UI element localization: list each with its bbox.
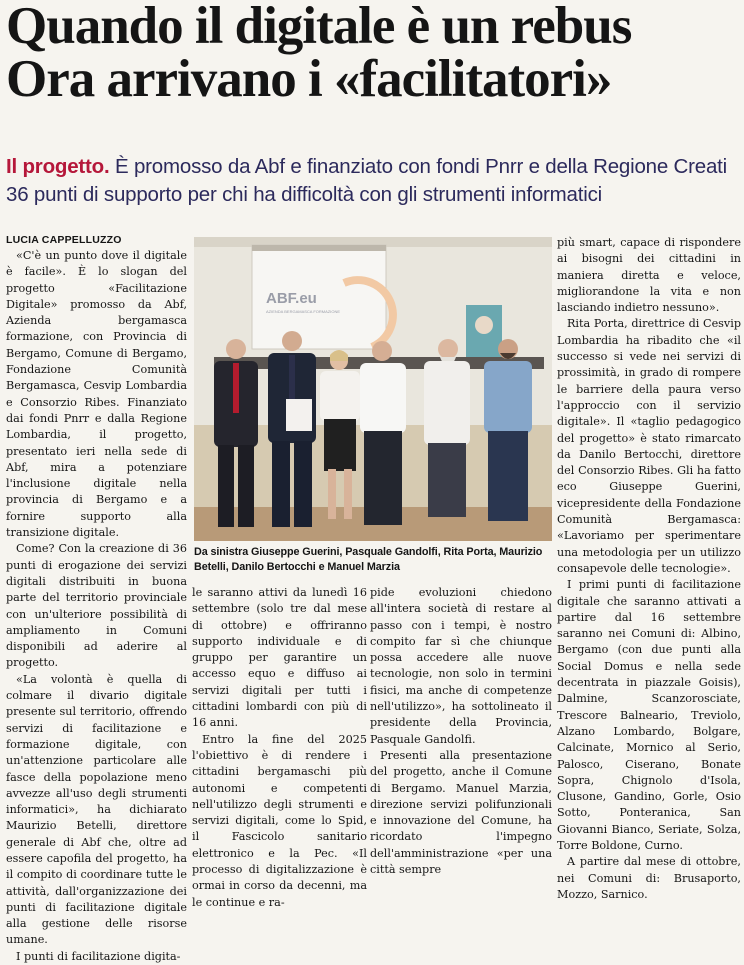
headline-line-1: Quando il digitale è un rebus xyxy=(6,0,632,55)
paragraph: Rita Porta, direttrice di Cesvip Lombardia ha ribadito che «il successo si vede nei servizi di prossimità, in grado di rompere le barriere della paura verso l'approccio con il servizio digitale». Il «taglio pedagogico del progetto» è stato rimarcato da Danilo Bertocchi, direttore del Consorzio Ribes. Gli ha fatto eco Giuseppe Guerini, vicepresidente della Fondazione Comunità Bergamasca: «Lavoriamo per sperimentare una metodologia per un utilizzo consapevole delle tecnologie». xyxy=(557,317,741,575)
person-4 xyxy=(360,341,406,525)
article-column-2 xyxy=(192,585,367,911)
paragraph: «La volontà è quella di colmare il divario digitale presente sul territorio, offrendo servizi di facilitazione e formazione digitale, con un'attenzione particolare alle fasce della popolazione meno avvezze all'uso degli strumenti informatici», ha dichiarato Maurizio Betelli, direttore generale di Abf che, oltre ad essere capofila del progetto, ha il compito di coordinare tutte le attività, dall'organizzazione dei punti di facilitazione digitale alla gestione delle risorse umane. xyxy=(6,672,187,947)
headline xyxy=(6,0,738,106)
subheadline-text: È promosso da Abf e finanziato con fondi Pnrr e della Regione Creati 36 punti di supporto per chi ha difficoltà con gli strumenti informatici xyxy=(6,155,728,206)
headline-line-2: Ora arrivano i «facilitatori» xyxy=(6,50,612,108)
article-photo xyxy=(194,237,552,541)
paragraph: pide evoluzioni chiedono all'intera società di restare al passo con i tempi, è nostro compito far sì che chiunque possa accedere alle nuove tecnologie, non solo in termini fisici, ma anche di competenze nell'utilizzo», ha sottolineato il presidente della Provincia, Pasquale Gandolfi. xyxy=(370,586,552,746)
paragraph: A partire dal mese di ottobre, nei Comuni di: Brusaporto, Mozzo, Sarnico. xyxy=(557,855,741,901)
article-column-1 xyxy=(6,248,187,965)
group-photo-illustration xyxy=(194,237,552,541)
paragraph: «C'è un punto dove il digitale è facile». È lo slogan del progetto «Facilitazione Digitale» promosso da Abf, Azienda bergamasca formazione, con Provincia di Bergamo, Comune di Bergamo, Fondazione Comunità Bergamasca, Cesvip Lombardia e Consorzio Ribes. Finanziato dai fondi Pnrr e dalla Regione Lombardia, il progetto, presentato ieri nella sede di Abf, mira a potenziare l'inclusione digitale nella provincia di Bergamo e a fornire supporto alla transizione digitale. xyxy=(6,249,187,540)
subheadline-kicker: Il progetto. xyxy=(6,155,110,178)
paragraph: Presenti alla presentazione del progetto, anche il Comune di Bergamo. Manuel Marzia, direzione servizi polifunzionali e innovazione del Comune, ha ricordato l'impegno dell'amministrazione «per una città sempre xyxy=(370,748,552,877)
article-column-4 xyxy=(557,235,741,903)
paragraph: Entro la fine del 2025 l'obiettivo è di rendere i cittadini bergamaschi più autonomi e competenti nell'utilizzo degli strumenti e servizi digitali, come lo Spid, il Fascicolo sanitario elettronico e la Pec. «Il processo di digitalizzazione è ormai in corso da decenni, ma le continue e ra- xyxy=(192,732,367,909)
subheadline xyxy=(6,153,741,209)
screen-subtitle-text: AZIENDA BERGAMASCA FORMAZIONE xyxy=(266,309,341,314)
paragraph: più smart, capace di rispondere ai bisogni dei cittadini in maniera diretta e veloce, migliorandone la vita e non lasciando indietro nessuno». xyxy=(557,236,741,315)
photo-caption: Da sinistra Giuseppe Guerini, Pasquale Gandolfi, Rita Porta, Maurizio Betelli, Danilo Bertocchi e Manuel Marzia xyxy=(194,546,543,573)
paragraph: le saranno attivi da lunedì 16 settembre (solo tre dal mese di ottobre) e offriranno supporto individuale e di gruppo per garantire un accesso equo e diffuso ai servizi digitali per tutti i cittadini lombardi con più di 16 anni. xyxy=(192,586,367,730)
paragraph: I punti di facilitazione digita- xyxy=(16,949,181,963)
article-column-3 xyxy=(370,585,552,878)
person-6 xyxy=(484,339,532,521)
paragraph: Come? Con la creazione di 36 punti di erogazione dei servizi digitali distribuiti in buona parte del territorio provinciale con un'ulteriore possibilità di ampliamento in Comuni disponibili ad aderire al progetto. xyxy=(6,542,187,670)
paragraph: I primi punti di facilitazione digitale che saranno attivati a partire dal 16 settembre saranno nei Comuni di: Albino, Bergamo (con due punti alla Social Domus e nella sede decentrata in piazzale Goisis), Dalmine, Scanzorosciate, Trescore Balneario, Treviolo, Alzano Lombardo, Bolgare, Calcinate, Mornico al Serio, Palosco, Ciserano, Bonate Sopra, Chignolo d'Isola, Clusone, Gandino, Gorle, Osio Sotto, Ponteranica, San Giovanni Bianco, Seriate, Solza, Torre Boldone, Curno. xyxy=(557,578,741,852)
person-5 xyxy=(424,339,470,517)
author-byline: LUCIA CAPPELLUZZO xyxy=(6,234,122,246)
screen-logo-text: ABF.eu xyxy=(266,290,317,307)
